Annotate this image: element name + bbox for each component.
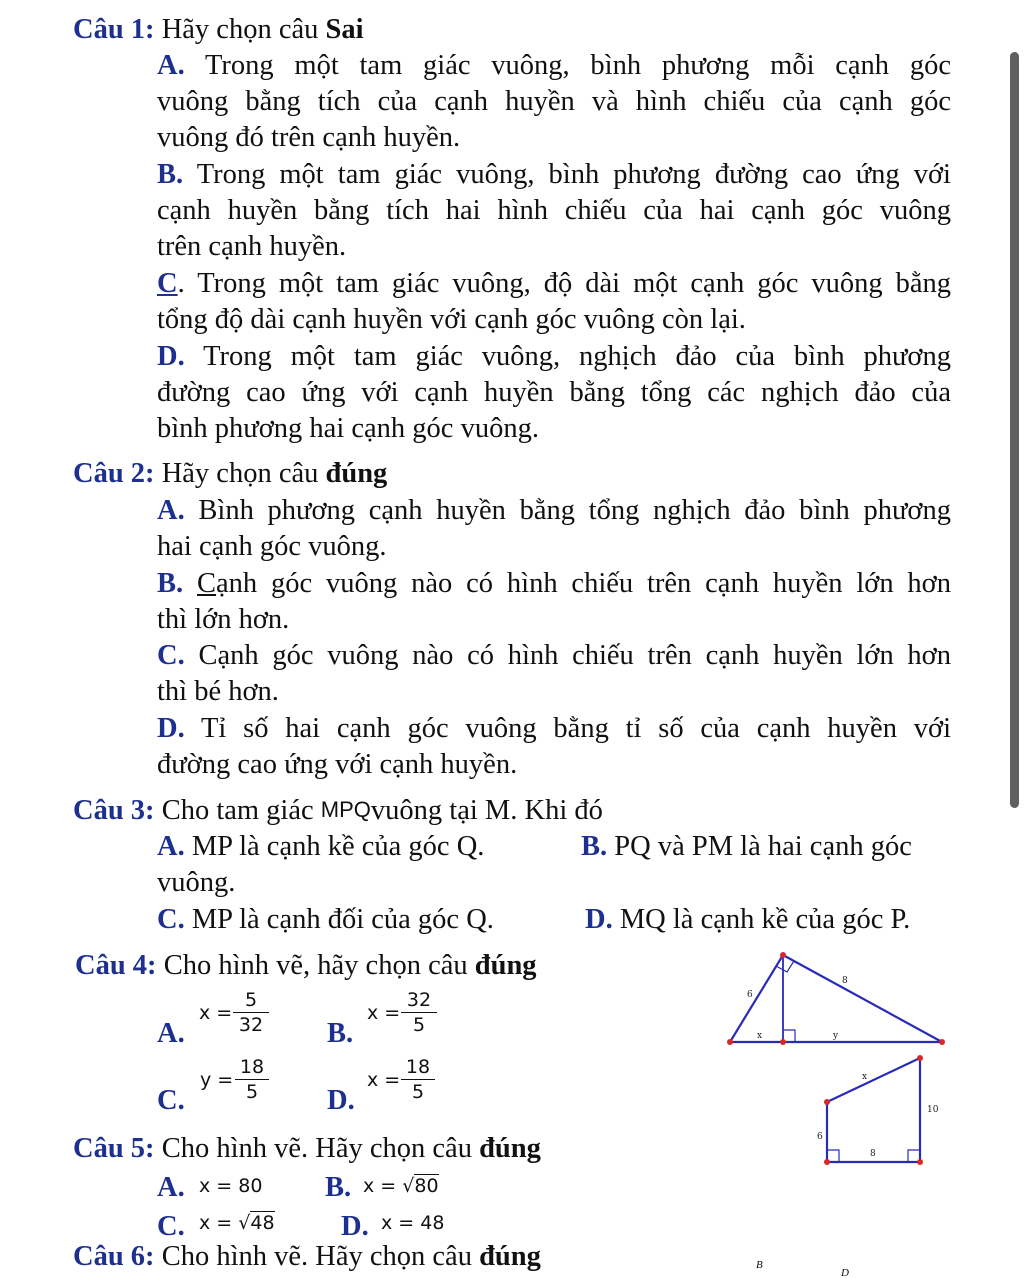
q3-b-label: B. [581,831,608,862]
q4-triangle-outline [730,955,942,1042]
q2-b-label: B. [157,568,184,599]
q6-figure-label-b: B [756,1259,763,1271]
q5-point-bottomleft [824,1159,830,1165]
q4-label-8: 8 [842,976,848,986]
q2-option-a-line2: hai cạnh góc vuông. [157,531,387,562]
q5-prompt-bold: đúng [479,1133,541,1164]
scrollbar[interactable] [1010,52,1019,808]
q4-b-var: x = [367,1002,401,1024]
q5-b-radicand: 80 [414,1175,439,1197]
q5-label: Câu 5: [73,1133,155,1164]
q2-c-text: Cạnh góc vuông nào có hình chiếu trên cạnh huyền lớn hơn [198,640,952,671]
q5-b-expr [363,1175,439,1197]
q1-d-label: D. [157,341,185,372]
q4-c-var: y = [200,1069,234,1091]
q5-c-label-text: C. [157,1211,185,1242]
q1-option-c-line2: tổng độ dài cạnh huyền với cạnh góc vuông còn lại. [157,304,746,335]
q2-c-label: C. [157,640,185,671]
q5-b-label [325,1170,351,1206]
q3-a-label: A. [157,831,185,862]
q4-label-x: x [757,1031,763,1041]
q3-b-text: PQ và PM là hai cạnh góc [614,831,912,862]
q1-b-text: Trong một tam giác vuông, bình phương đường cao ứng với [196,159,951,190]
q4-point-left [727,1039,733,1045]
q2-a-text: Bình phương cạnh huyền bằng tổng nghịch đảo bình phương [198,495,952,526]
q3-label: Câu 3: [73,795,155,826]
q2-option-c-line2: thì bé hơn. [157,676,279,707]
q1-d-text: Trong một tam giác vuông, nghịch đảo của bình phương [203,341,951,372]
q2-option-d-line1 [157,711,951,747]
q5-point-topright [917,1055,923,1061]
q2-a-label: A. [157,495,185,526]
q4-b-den: 5 [412,1014,426,1036]
q5-b-label-text: B. [325,1172,352,1203]
q5-d-text: x = 48 [381,1212,445,1234]
q5-label-6: 6 [817,1132,823,1142]
q3-option-c [157,902,494,938]
q4-d-var: x = [367,1069,401,1091]
sqrt-icon: √ [402,1175,415,1197]
q2-option-d-line2: đường cao ứng với cạnh huyền. [157,749,518,780]
q4-label-6: 6 [747,990,753,1000]
q3-option-d [585,902,910,938]
q2-b-first: C [197,568,217,599]
sqrt-icon: √ [238,1212,251,1234]
q4-point-foot [780,1039,786,1045]
q2-heading [73,456,387,492]
q4-label-y: y [833,1031,839,1041]
q3-option-a [157,829,484,865]
q4-c-label [157,1083,185,1119]
q3-d-label: D. [585,904,613,935]
q1-option-a-line2: vuông bằng tích của cạnh huyền và hình chiếu của cạnh góc [157,86,951,117]
q4-d-label-text: D. [327,1085,355,1116]
q4-prompt: Cho hình vẽ, hãy chọn câu [163,950,468,981]
q1-option-a-line3: vuông đó trên cạnh huyền. [157,122,461,153]
q6-figure-label-d: D [841,1267,849,1278]
q5-label-x: x [862,1072,868,1082]
q1-option-a-line1 [157,48,951,84]
q4-a-fraction [233,988,269,1037]
q4-a-var: x = [199,1002,233,1024]
q2-option-c-line1 [157,638,951,674]
q3-prompt-post: vuông tại M. Khi đó [370,795,603,826]
q3-triangle: MPQ [320,797,371,822]
q4-d-den: 5 [411,1081,425,1103]
q1-c-label: C [157,268,178,299]
q5-c-expr [199,1212,275,1234]
q5-point-topleft [824,1099,830,1105]
q1-heading [73,12,364,48]
q6-heading [73,1239,541,1275]
q5-a-label-text: A. [157,1172,185,1203]
q5-d-label-text: D. [341,1211,369,1242]
q2-option-b-line1 [157,566,951,602]
q3-option-b-cont: vuông. [157,867,236,898]
q1-option-d-line2: đường cao ứng với cạnh huyền bằng tổng các nghịch đảo của [157,377,951,408]
q1-option-d-line3: bình phương hai cạnh góc vuông. [157,413,539,444]
q4-figure [720,945,955,1050]
q4-d-label [327,1083,355,1119]
q3-a-text: MP là cạnh kề của góc Q. [191,831,485,862]
q4-c-label-text: C. [157,1085,185,1116]
q5-heading [73,1131,541,1167]
q3-d-text: MQ là cạnh kề của góc P. [619,904,911,935]
q3-heading [73,792,603,829]
q4-a-num: 5 [233,988,269,1013]
q1-a-text: Trong một tam giác vuông, bình phương mỗi cạnh góc [204,50,951,81]
q1-option-b-line3: trên cạnh huyền. [157,231,347,262]
q4-a-den: 32 [238,1014,264,1036]
q4-heading [75,948,537,984]
q2-d-label: D. [157,713,185,744]
q2-option-a-line1 [157,493,951,529]
q1-a-label: A. [157,50,185,81]
q3-option-b [581,829,912,865]
q1-c-text: . Trong một tam giác vuông, độ dài một cạnh góc vuông bằng [177,268,951,299]
q5-figure [815,1050,945,1170]
q4-point-top [780,952,786,958]
q4-c-num: 18 [235,1055,269,1080]
q4-d-fraction [401,1055,435,1104]
q2-d-text: Tỉ số hai cạnh góc vuông bằng tỉ số của cạnh huyền với [201,713,951,744]
q2-label: Câu 2: [73,458,155,489]
q1-prompt-bold: Sai [325,14,364,45]
q1-option-b-line1 [157,157,951,193]
q1-option-d-line1 [157,339,951,375]
q5-quadrilateral-outline [827,1058,920,1162]
q5-c-radicand: 48 [250,1212,275,1234]
q4-point-right [939,1039,945,1045]
q4-b-label-text: B. [327,1018,354,1049]
q4-c-den: 5 [245,1081,259,1103]
q1-b-label: B. [157,159,184,190]
q4-a-label [157,1016,185,1052]
q3-c-text: MP là cạnh đối của góc Q. [191,904,494,935]
q5-label-8: 8 [870,1149,876,1159]
q5-c-text: x = [199,1212,239,1234]
q2-prompt: Hãy chọn câu [161,458,319,489]
q1-label: Câu 1: [73,14,155,45]
q6-label: Câu 6: [73,1241,155,1272]
q5-prompt: Cho hình vẽ. Hãy chọn câu [161,1133,472,1164]
q1-option-b-line2: cạnh huyền bằng tích hai hình chiếu của hai cạnh góc vuông [157,195,951,226]
q2-b-text: ạnh góc vuông nào có hình chiếu trên cạnh huyền lớn hơn [216,568,951,599]
q4-b-fraction [401,988,437,1037]
q5-b-text: x = [363,1175,403,1197]
q1-prompt: Hãy chọn câu [161,14,319,45]
q4-label: Câu 4: [75,950,157,981]
q5-a-label [157,1170,185,1206]
q4-d-num: 18 [401,1055,435,1080]
q5-a-text: x = 80 [199,1175,263,1197]
q3-prompt-pre: Cho tam giác [161,795,314,826]
q4-c-fraction [235,1055,269,1104]
q4-a-label-text: A. [157,1018,185,1049]
q6-prompt-bold: đúng [479,1241,541,1272]
q4-b-label [327,1016,353,1052]
q1-option-c-line1 [157,266,951,302]
q6-clipped-region [0,1237,1024,1278]
q3-c-label: C. [157,904,185,935]
q5-label-10: 10 [927,1105,939,1115]
q4-b-num: 32 [401,988,437,1013]
q2-option-b-line2: thì lớn hơn. [157,604,290,635]
q2-prompt-bold: đúng [325,458,388,489]
q4-prompt-bold: đúng [474,950,537,981]
q6-prompt: Cho hình vẽ. Hãy chọn câu [161,1241,472,1272]
q5-point-bottomright [917,1159,923,1165]
